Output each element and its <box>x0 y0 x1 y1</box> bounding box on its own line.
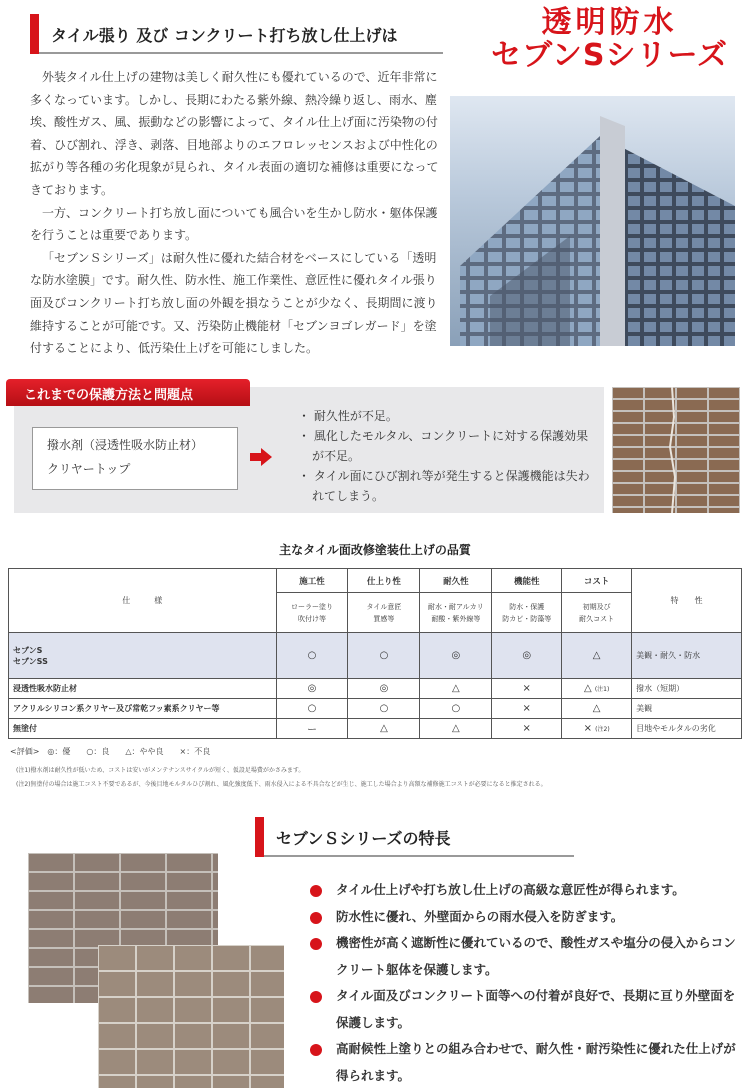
feature-text: タイル面及びコンクリート面等への付着が良好で、長期に亘り外壁面を保護します。 <box>336 988 736 1030</box>
conventional-tag: これまでの保護方法と問題点 <box>6 379 250 406</box>
table-row <box>9 679 742 699</box>
issue-item: ・ タイル面にひび割れ等が発生すると保護機能は失われてしまう。 <box>298 469 590 503</box>
rating-note: (注1) <box>594 686 610 693</box>
column-subheader: ローラー塗り 吹付け等 <box>276 593 348 633</box>
brand-line2: セブンSシリーズ <box>491 38 728 73</box>
rating-cell: ○ <box>420 699 492 719</box>
feature-header: 特 性 <box>632 569 742 633</box>
feature-text: 機密性が高く遮断性に優れているので、酸性ガスや塩分の侵入からコンクリート躯体を保護します。 <box>336 935 736 977</box>
rating-cell <box>562 719 632 739</box>
row-name <box>9 633 277 679</box>
method-item: 撥水剤（浸透性吸水防止材） <box>47 438 204 452</box>
note-line: (注1)撥水剤は耐久性が低いため、コストは安いがメンテナンスサイクルが短く、仮設足場費がかさみます。 <box>16 767 305 774</box>
accent-bar <box>30 14 39 54</box>
table-notes <box>16 764 547 792</box>
bullet-icon <box>310 1044 322 1056</box>
row-name: 無塗付 <box>9 719 277 739</box>
method-list <box>32 427 238 490</box>
features-title: セブンＳシリーズの特長 <box>264 826 574 857</box>
bullet-icon <box>310 885 322 897</box>
rating-cell: × <box>492 699 562 719</box>
brand-title <box>491 6 728 72</box>
brand-line1: 透明防水 <box>541 5 678 40</box>
cracked-tile-photo <box>612 387 740 513</box>
feature-item <box>308 930 744 983</box>
section-header-tile-finish <box>30 14 443 54</box>
rating-cell: △ <box>420 679 492 699</box>
column-subheader: 耐水・耐アルカリ 耐酸・紫外線等 <box>420 593 492 633</box>
row-name-line: セブンSS <box>13 656 48 666</box>
rating-cell: ○ <box>348 699 420 719</box>
rating-cell: ー <box>276 719 348 739</box>
column-header: コスト <box>562 569 632 593</box>
table-header-row <box>9 569 742 593</box>
rating-cell: △ <box>420 719 492 739</box>
feature-text: タイル仕上げや打ち放し仕上げの高級な意匠性が得られます。 <box>336 882 685 897</box>
column-subheader: 初期及び 耐久コスト <box>562 593 632 633</box>
rating-cell: △ <box>348 719 420 739</box>
rating-cell: ◎ <box>348 679 420 699</box>
rating-note: (注2) <box>595 726 610 733</box>
feature-item <box>308 983 744 1036</box>
feature-cell: 美観 <box>632 699 742 719</box>
issue-item: ・ 風化したモルタル、コンクリートに対する保護効果が不足。 <box>298 429 589 463</box>
rating-value: △ <box>583 683 592 694</box>
arrow-right-icon <box>250 448 272 466</box>
section-header-features <box>255 817 574 857</box>
rating-cell <box>562 679 632 699</box>
rating-cell: △ <box>562 633 632 679</box>
method-item: クリヤートップ <box>47 462 131 476</box>
spec-header: 仕 様 <box>9 569 277 633</box>
rating-cell: ◎ <box>492 633 562 679</box>
row-name: 浸透性吸水防止材 <box>9 679 277 699</box>
issue-list <box>290 406 600 506</box>
rating-cell: ○ <box>276 699 348 719</box>
column-subheader: タイル意匠 質感等 <box>348 593 420 633</box>
rating-cell: × <box>492 719 562 739</box>
rating-legend: <評価> ◎：優 ○：良 △：やや良 ×：不良 <box>10 747 211 756</box>
rating-cell: △ <box>562 699 632 719</box>
bullet-icon <box>310 938 322 950</box>
bullet-icon <box>310 912 322 924</box>
feature-cell: 目地やモルタルの劣化 <box>632 719 742 739</box>
intro-text <box>30 66 442 360</box>
feature-item <box>308 904 744 931</box>
table-row <box>9 633 742 679</box>
feature-text: 高耐候性上塗りとの組み合わせで、耐久性・耐汚染性に優れた仕上げが得られます。 <box>336 1041 736 1083</box>
intro-paragraph: 一方、コンクリート打ち放し面についても風合いを生かし防水・躯体保護を行うことは重要であります。 <box>30 205 438 243</box>
feature-text: 防水性に優れ、外壁面からの雨水侵入を防ぎます。 <box>336 908 624 924</box>
intro-paragraph: 外装タイル仕上げの建物は美しく耐久性にも優れているので、近年非常に多くなっています。しかし、長期にわたる紫外線、熱冷繰り返し、雨水、塵埃、酸性ガス、風、振動などの影響によって、タイル仕上げ面に汚染物の付着、ひび割れ、浮き、剥落、目地部よりのエフロレッセンスおよび中性化の拡がり等各種の劣化現象が見られ、タイル表面の適切な補修は重要になってきております。 <box>30 70 439 197</box>
feature-item <box>308 877 744 904</box>
feature-item <box>308 1036 744 1088</box>
feature-list <box>308 877 744 1088</box>
column-header: 耐久性 <box>420 569 492 593</box>
column-header: 仕上り性 <box>348 569 420 593</box>
row-name: アクリルシリコン系クリヤー及び常乾フッ素系クリヤー等 <box>9 699 277 719</box>
tile-photos <box>18 853 286 1088</box>
bullet-icon <box>310 991 322 1003</box>
table-title: 主なタイル面改修塗装仕上げの品質 <box>279 543 471 557</box>
rating-cell: ◎ <box>420 633 492 679</box>
accent-bar <box>255 817 264 857</box>
rating-cell: ○ <box>348 633 420 679</box>
intro-paragraph: 「セブンＳシリーズ」は耐久性に優れた結合材をベースにしている「透明な防水塗膜」です。耐久性、防水性、施工作業性、意匠性に優れタイル張り面及びコンクリート打ち放し面の外観を損なうことが少なく、長期間に渡り維持することが可能です。又、汚染防止機能材「セブンヨゴレガード」を塗付することにより、低汚染仕上げを可能にしました。 <box>30 250 438 356</box>
column-header: 機能性 <box>492 569 562 593</box>
tile-wall-photo <box>98 945 284 1088</box>
rating-cell: × <box>492 679 562 699</box>
building-photo <box>450 96 735 346</box>
section-title: タイル張り 及び コンクリート打ち放し仕上げは <box>39 23 443 54</box>
column-header: 施工性 <box>276 569 348 593</box>
quality-table <box>8 568 742 739</box>
table-row <box>9 699 742 719</box>
table-row <box>9 719 742 739</box>
note-line: (注2)無塗付の場合は施工コスト不要であるが、今後目地モルタルひび割れ、風化強度低下、雨水侵入による不具合などが生じ、施工した場合より高額な補修施工コストが必要になると推定される。 <box>16 781 547 788</box>
issue-item: ・ 耐久性が不足。 <box>298 409 398 423</box>
row-name-line: セブンS <box>13 645 43 655</box>
column-subheader: 防水・保護 防カビ・防藻等 <box>492 593 562 633</box>
rating-cell: ◎ <box>276 679 348 699</box>
feature-cell: 撥水（短期） <box>632 679 742 699</box>
feature-cell: 美観・耐久・防水 <box>632 633 742 679</box>
rating-value: × <box>583 723 592 734</box>
rating-cell: ○ <box>276 633 348 679</box>
